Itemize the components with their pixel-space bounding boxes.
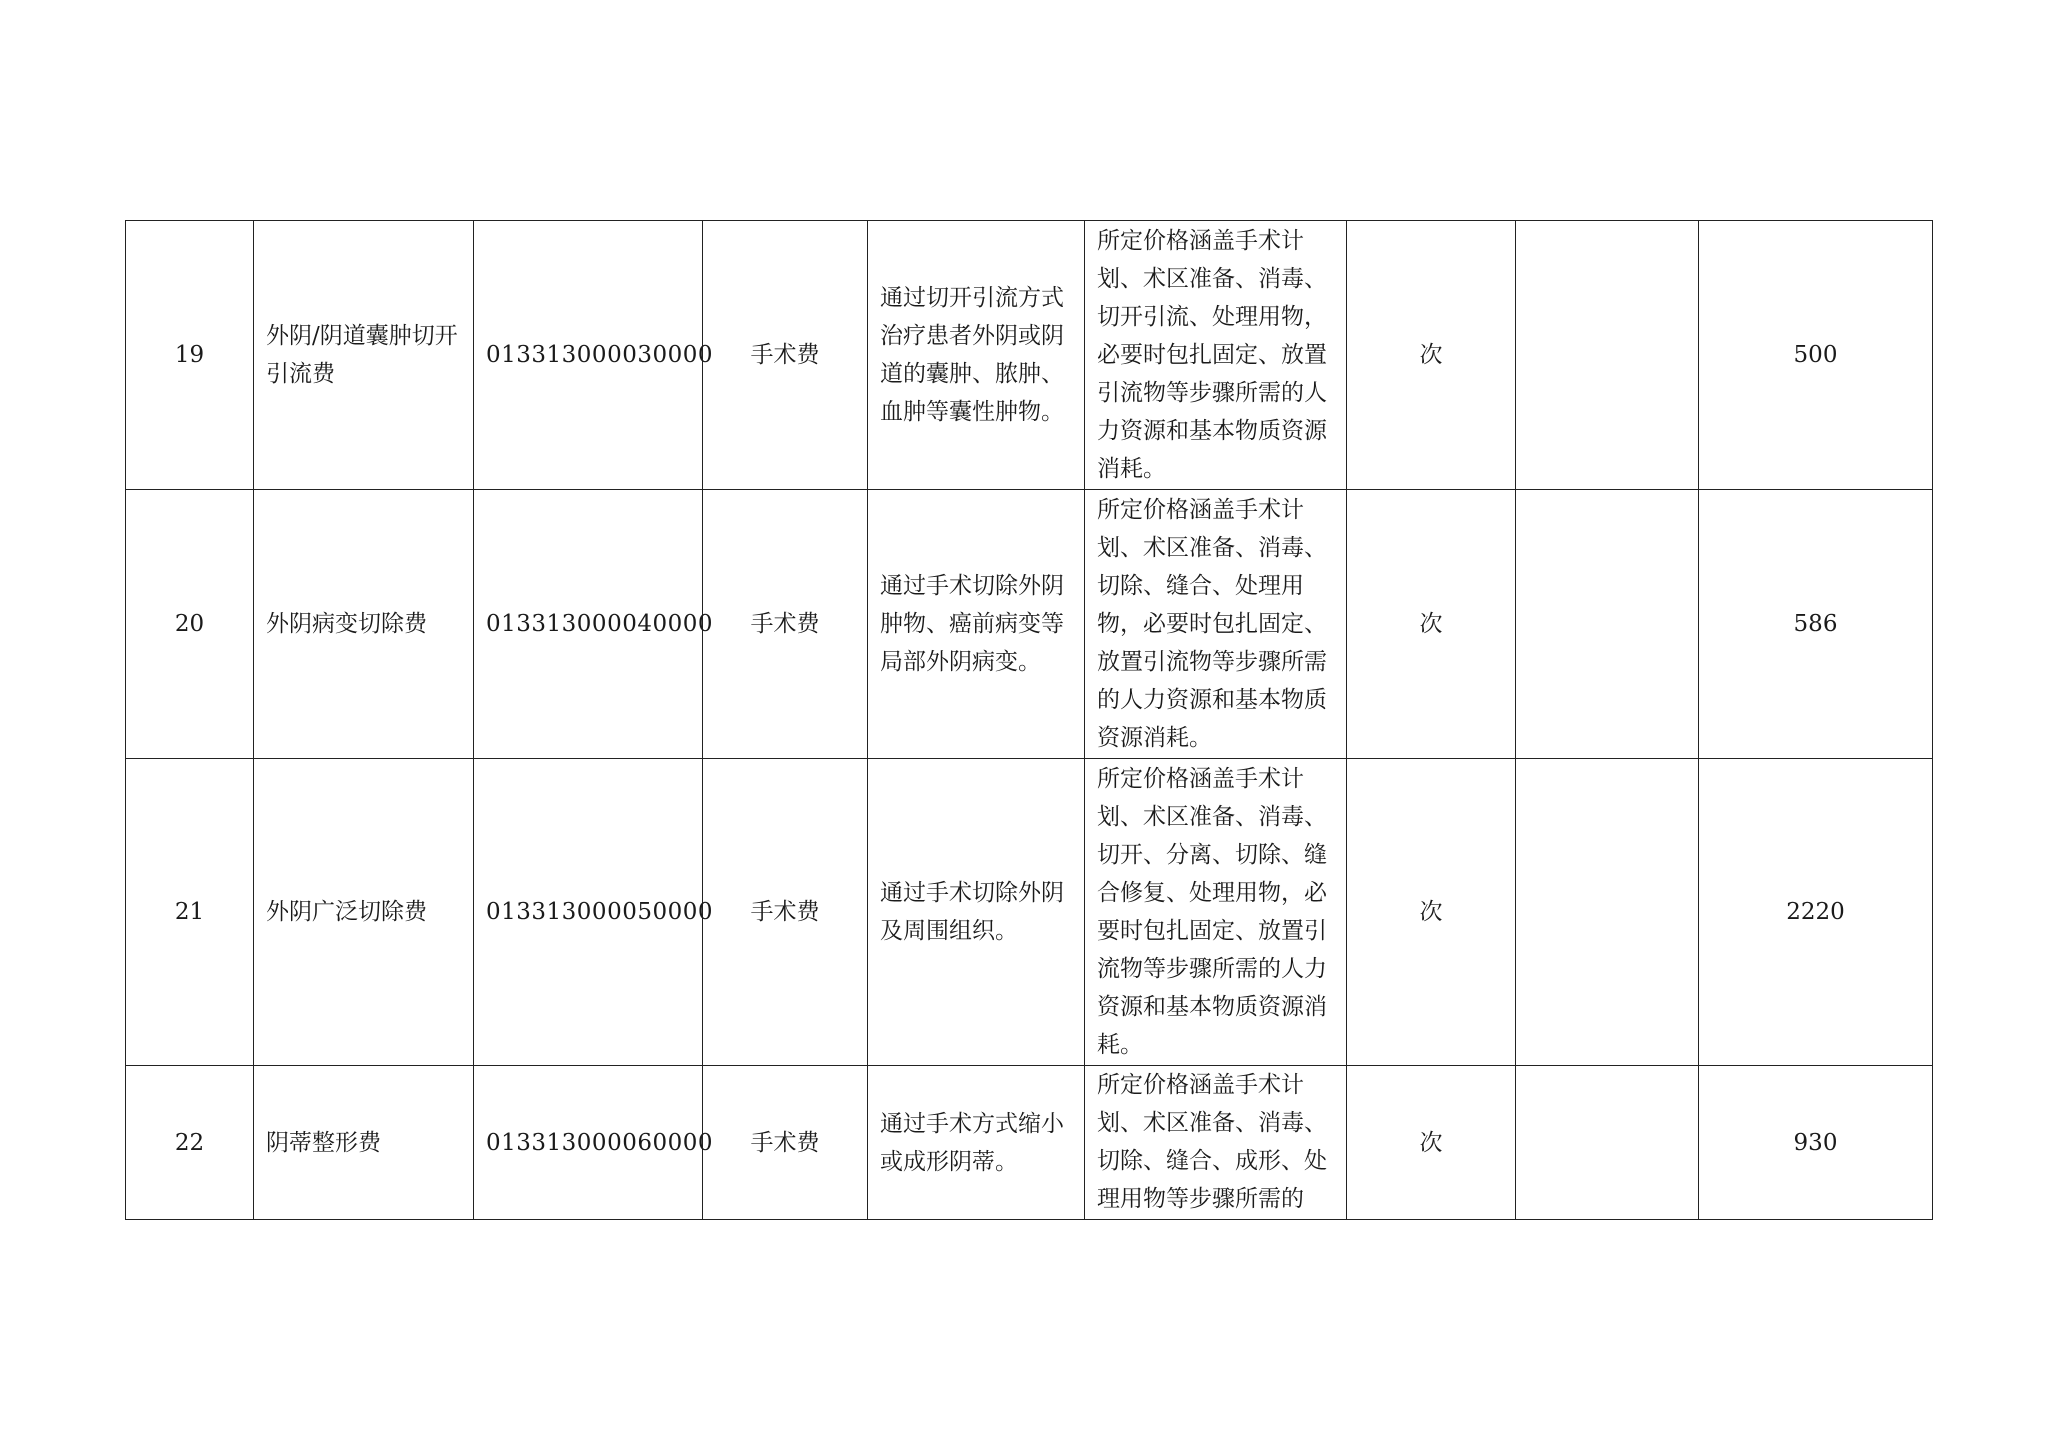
item-number: 21 xyxy=(126,759,254,1066)
pricing-unit: 次 xyxy=(1347,759,1516,1066)
table-row xyxy=(126,221,1933,490)
price-table xyxy=(125,220,1933,1220)
note-cell xyxy=(1516,1066,1699,1220)
price-inclusion-cell xyxy=(1085,1066,1347,1220)
item-name: 外阴广泛切除费 xyxy=(254,759,474,1066)
note-cell xyxy=(1516,490,1699,759)
service-content: 通过手术方式缩小或成形阴蒂。 xyxy=(868,1066,1085,1220)
item-number: 19 xyxy=(126,221,254,490)
price-inclusion: 所定价格涵盖手术计划、术区准备、消毒、切开引流、处理用物，必要时包扎固定、放置引流物等步骤所需的人力资源和基本物质资源消耗。 xyxy=(1085,221,1347,490)
fee-category: 手术费 xyxy=(703,490,868,759)
item-number: 22 xyxy=(126,1066,254,1220)
item-number: 20 xyxy=(126,490,254,759)
note-cell xyxy=(1516,221,1699,490)
pricing-unit: 次 xyxy=(1347,1066,1516,1220)
table-row xyxy=(126,490,1933,759)
table-row xyxy=(126,1066,1933,1220)
service-content: 通过手术切除外阴及周围组织。 xyxy=(868,759,1085,1066)
price-value: 930 xyxy=(1699,1066,1933,1220)
pricing-unit: 次 xyxy=(1347,490,1516,759)
service-content: 通过切开引流方式治疗患者外阴或阴道的囊肿、脓肿、血肿等囊性肿物。 xyxy=(868,221,1085,490)
item-name: 外阴/阴道囊肿切开引流费 xyxy=(254,221,474,490)
item-code: 013313000030000 xyxy=(474,221,703,490)
item-code: 013313000040000 xyxy=(474,490,703,759)
price-inclusion: 所定价格涵盖手术计划、术区准备、消毒、切开、分离、切除、缝合修复、处理用物，必要时包扎固定、放置引流物等步骤所需的人力资源和基本物质资源消耗。 xyxy=(1085,759,1347,1066)
fee-category: 手术费 xyxy=(703,759,868,1066)
price-value: 2220 xyxy=(1699,759,1933,1066)
price-value: 500 xyxy=(1699,221,1933,490)
item-code: 013313000050000 xyxy=(474,759,703,1066)
item-name: 阴蒂整形费 xyxy=(254,1066,474,1220)
price-value: 586 xyxy=(1699,490,1933,759)
fee-category: 手术费 xyxy=(703,221,868,490)
service-content: 通过手术切除外阴肿物、癌前病变等局部外阴病变。 xyxy=(868,490,1085,759)
price-inclusion: 所定价格涵盖手术计划、术区准备、消毒、切除、缝合、成形、处理用物等步骤所需的 xyxy=(1097,1072,1327,1212)
price-inclusion: 所定价格涵盖手术计划、术区准备、消毒、切除、缝合、处理用物，必要时包扎固定、放置引流物等步骤所需的人力资源和基本物质资源消耗。 xyxy=(1085,490,1347,759)
fee-category: 手术费 xyxy=(703,1066,868,1220)
item-name: 外阴病变切除费 xyxy=(254,490,474,759)
pricing-unit: 次 xyxy=(1347,221,1516,490)
note-cell xyxy=(1516,759,1699,1066)
item-code: 013313000060000 xyxy=(474,1066,703,1220)
table-row xyxy=(126,759,1933,1066)
